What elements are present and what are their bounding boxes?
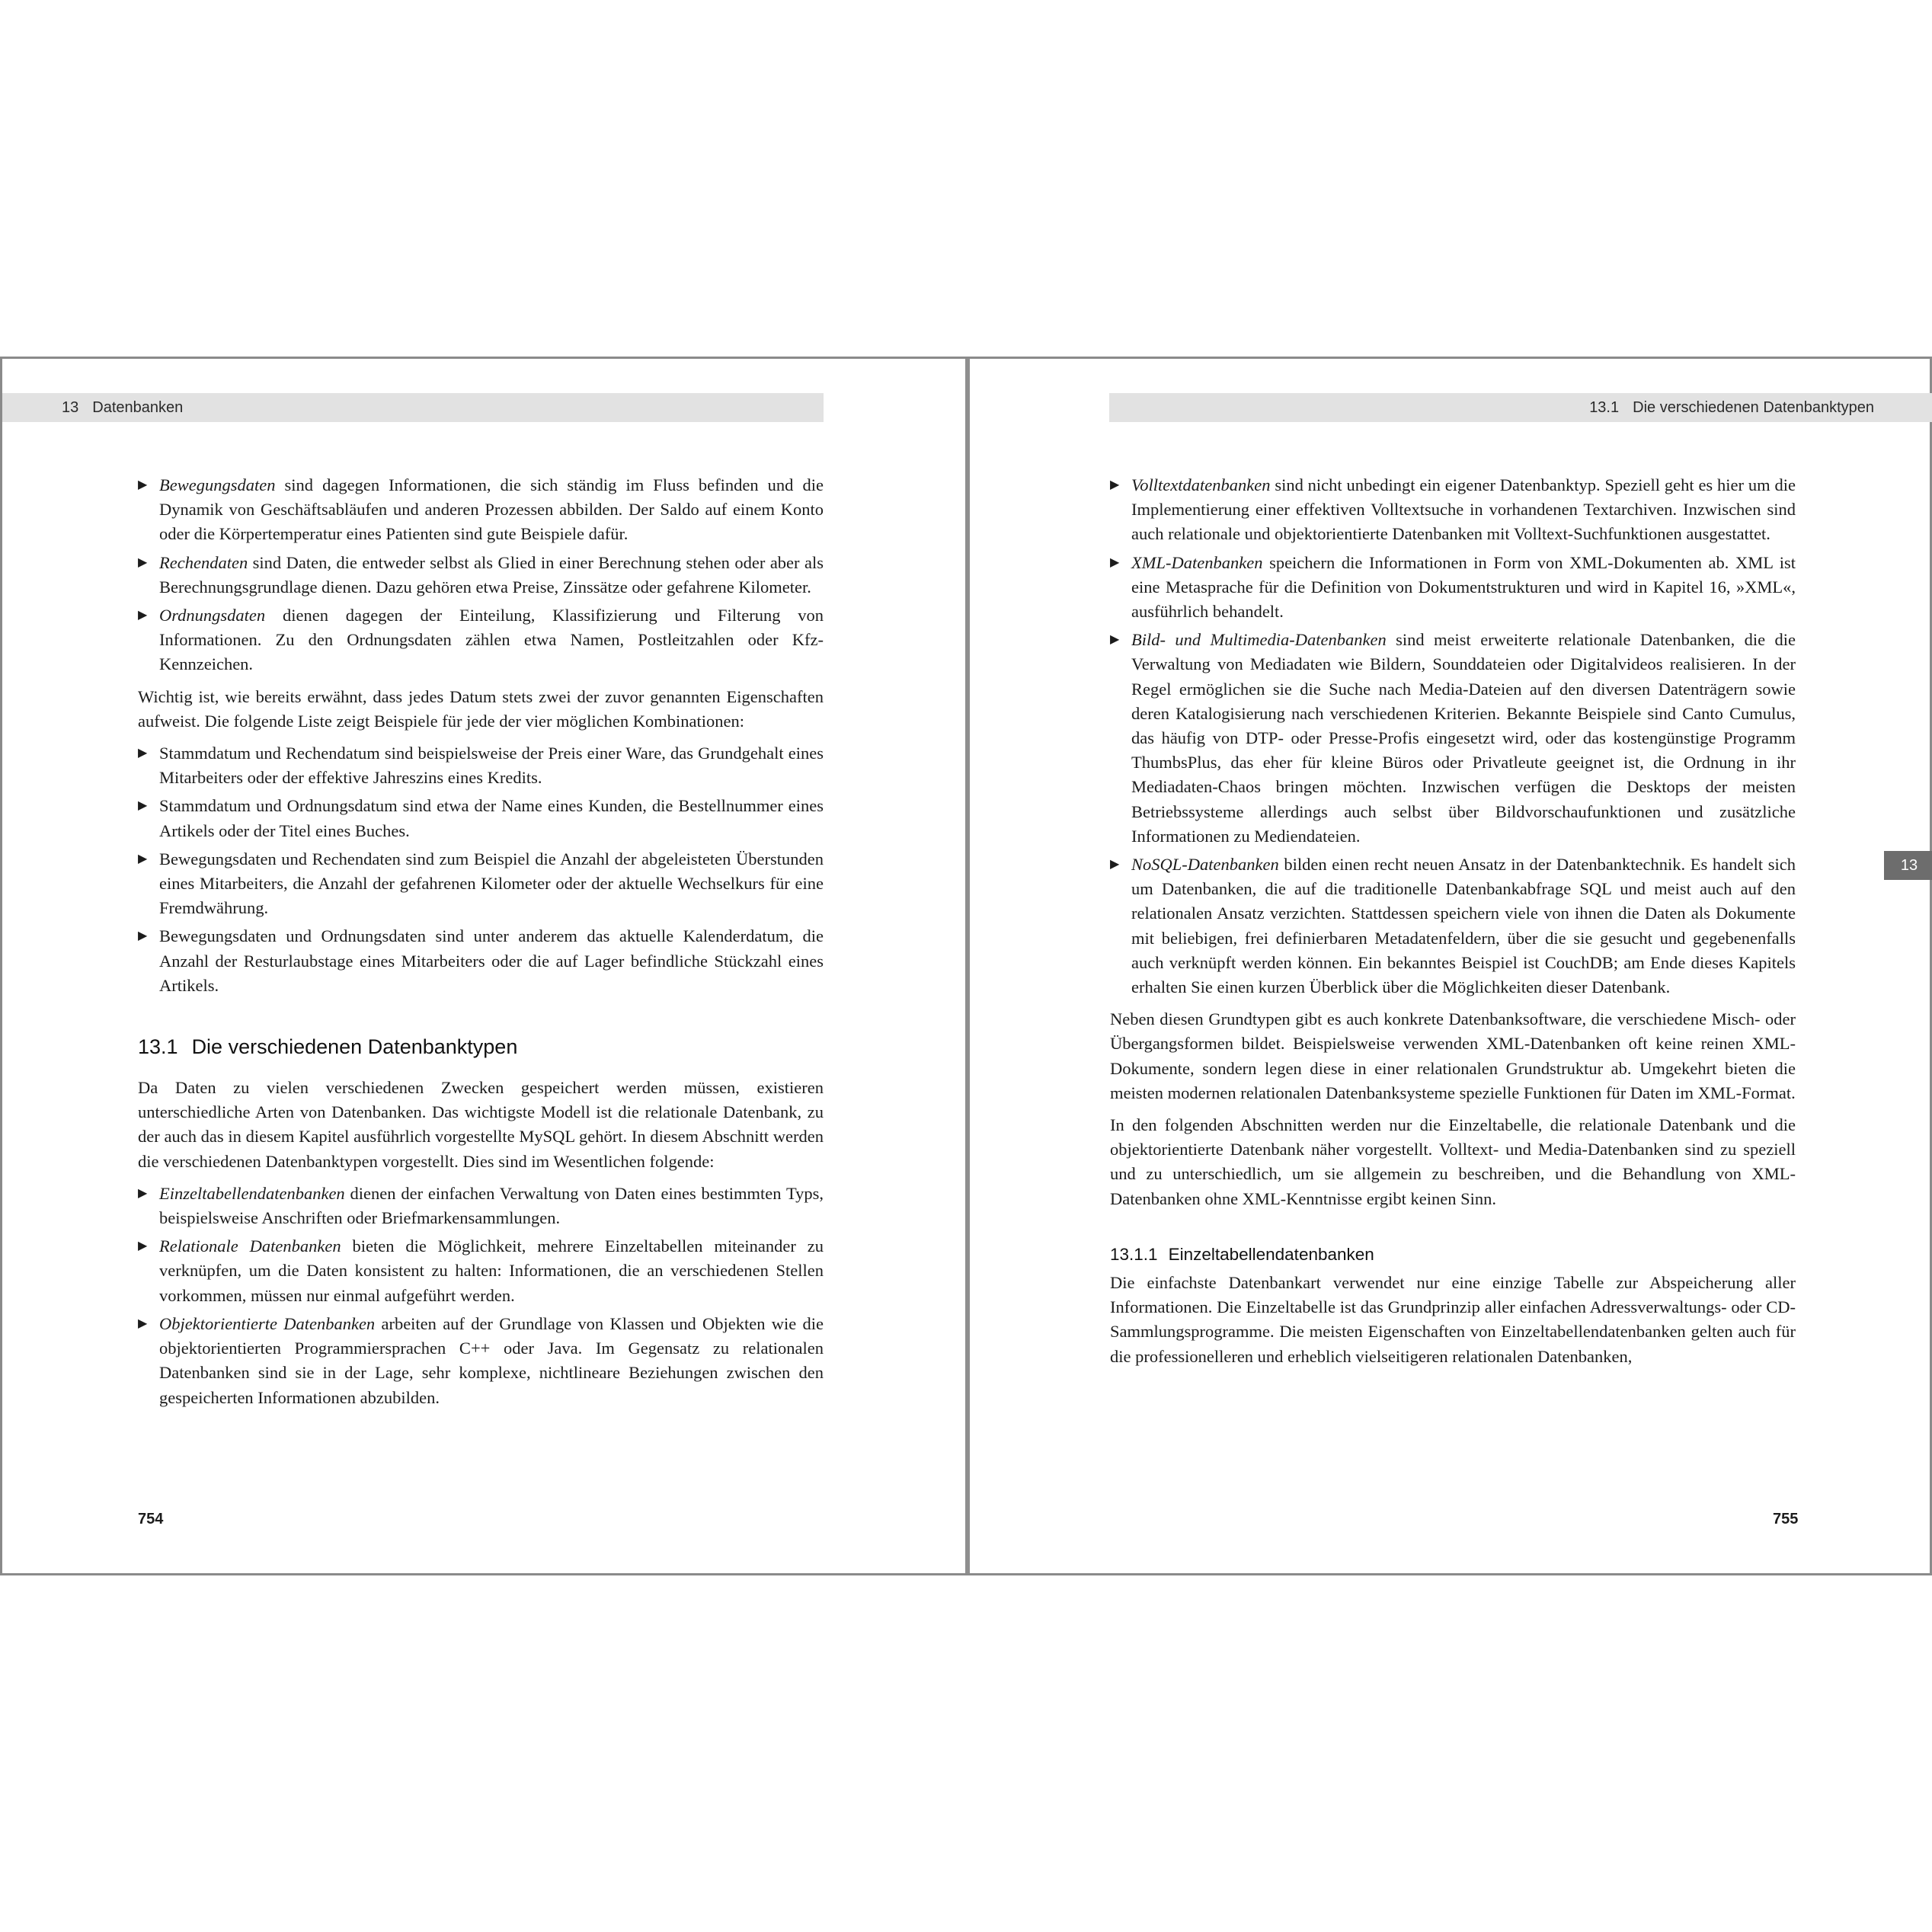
right-page — [970, 359, 1932, 1573]
left-page — [2, 359, 968, 1573]
list-item: ▶ Bewegungsdaten und Rechendaten sind zum Beispiel die Anzahl der abgeleisteten Überstunden eines Mitarbeiters, die Anzahl der gefahrenen Kilometer oder der aktuelle Wechselkurs für eine Fremdwährung. — [138, 847, 824, 921]
bullet-triangle-icon: ▶ — [138, 929, 148, 943]
bullet-triangle-icon: ▶ — [138, 852, 148, 865]
list-item: ▶ Volltextdatenbanken sind nicht unbedingt ein eigener Datenbanktyp. Speziell geht es hier um die Implementierung einer effektiven Volltextsuche in vorhandenen Textarchiven. Inzwischen sind auch relationale und objektorientierte Datenbanken mit Volltext-Suchfunktionen ausgestattet. — [1110, 473, 1796, 547]
left-body — [138, 473, 824, 1418]
running-header — [2, 393, 824, 422]
data-types-list — [138, 473, 824, 677]
bullet-triangle-icon: ▶ — [1110, 858, 1120, 872]
paragraph: Wichtig ist, wie bereits erwähnt, dass jedes Datum stets zwei der zuvor genannten Eigenschaften aufweist. Die folgende Liste zeigt Beispiele für jede der vier möglichen Kombinationen: — [138, 686, 824, 731]
bullet-triangle-icon: ▶ — [1110, 555, 1120, 569]
database-types-list — [138, 1182, 824, 1410]
chapter-number: 13 — [62, 399, 79, 416]
bullet-triangle-icon: ▶ — [138, 1239, 148, 1253]
list-item: ▶ Ordnungsdaten dienen dagegen der Einteilung, Klassifizierung und Filterung von Informationen. Zu den Ordnungsdaten zählen etwa Namen, Postleitzahlen oder Kfz-Kennzeichen. — [138, 603, 824, 677]
bullet-triangle-icon: ▶ — [1110, 478, 1120, 491]
bullet-triangle-icon: ▶ — [138, 1316, 148, 1330]
list-item: ▶ NoSQL-Datenbanken bilden einen recht neuen Ansatz in der Datenbanktechnik. Es handelt sich um Datenbanken, die auf die traditionelle Datenbankabfrage SQL und meist auch auf den relationalen Ansatz verzichten. Stattdessen speichern viele von ihnen die Daten als Dokumente mit beliebigen, frei definierbaren Metadatenfeldern, über die sie gesucht und gegebenenfalls auch verknüpft werden können. Ein bekanntes Beispiel ist CouchDB; am Ende dieses Kapitels erhalten Sie einen kurzen Überblick über die Möglichkeiten dieser Datenbank. — [1110, 852, 1796, 1000]
bullet-triangle-icon: ▶ — [138, 478, 148, 491]
paragraph: In den folgenden Abschnitten werden nur die Einzeltabelle, die relationale Datenbank und die objektorientierte Datenbank näher vorgestellt. Volltext- und Media-Datenbanken sind zu speziell und zu unterschiedlich, um sie allgemein zu beschreiben, und die Behandlung von XML-Datenbanken ohne XML-Kenntnisse ergibt keinen Sinn. — [1110, 1115, 1796, 1208]
book-spread — [0, 357, 1932, 1575]
paragraph: Die einfachste Datenbankart verwendet nur eine einzige Tabelle zur Abspeicherung aller Informationen. Die Einzeltabelle ist das Grundprinzip aller einfachen Adressverwaltungs- oder CD-Sammlungsprogramme. Die meisten Eigenschaften von Einzeltabellendatenbanken gelten auch für die professionelleren und erheblich vielseitigeren relationalen Datenbanken, — [1110, 1272, 1796, 1366]
bullet-triangle-icon: ▶ — [138, 747, 148, 760]
page-number: 755 — [1773, 1511, 1799, 1527]
running-header — [1109, 393, 1932, 422]
page-number: 754 — [138, 1511, 164, 1527]
list-item: ▶ Bewegungsdaten und Ordnungsdaten sind unter anderem das aktuelle Kalenderdatum, die Anzahl der Resturlaubstage eines Mitarbeiters oder die auf Lager befindliche Stückzahl eines Artikels. — [138, 924, 824, 998]
list-item: ▶ Objektorientierte Datenbanken arbeiten auf der Grundlage von Klassen und Objekten wie die objektorientierten Programmiersprachen C++ oder Java. Im Gegensatz zu relationalen Datenbanken sind sie in der Lage, sehr komplexe, nichtlineare Beziehungen zwischen den gespeicherten Informationen abzubilden. — [138, 1312, 824, 1410]
list-item: ▶ Stammdatum und Rechendatum sind beispielsweise der Preis einer Ware, das Grundgehalt eines Mitarbeiters oder der effektive Jahreszins eines Kredits. — [138, 741, 824, 790]
chapter-title: Datenbanken — [92, 399, 184, 416]
right-body — [1110, 473, 1796, 1377]
combinations-list — [138, 741, 824, 998]
subsection-heading: 13.1.1 Einzeltabellendatenbanken — [1110, 1244, 1374, 1264]
paragraph: Da Daten zu vielen verschiedenen Zwecken gespeichert werden müssen, existieren unterschiedliche Arten von Datenbanken. Das wichtigste Modell ist die relationale Datenbank, zu der auch das in diesem Kapitel ausführlich vorgestellte MySQL gehört. In diesem Abschnitt werden die verschiedenen Datenbanktypen vorgestellt. Dies sind im Wesentlichen folgende: — [138, 1078, 824, 1171]
section-heading: 13.1 Die verschiedenen Datenbanktypen — [138, 1035, 518, 1059]
bullet-triangle-icon: ▶ — [1110, 633, 1120, 647]
bullet-triangle-icon: ▶ — [138, 609, 148, 622]
bullet-triangle-icon: ▶ — [138, 555, 148, 569]
section-title: Die verschiedenen Datenbanktypen — [1633, 399, 1874, 416]
list-item: ▶ Einzeltabellendatenbanken dienen der einfachen Verwaltung von Daten eines bestimmten Typs, beispielsweise Anschriften oder Briefmarkensammlungen. — [138, 1182, 824, 1230]
bullet-triangle-icon: ▶ — [138, 799, 148, 813]
list-item: ▶ Relationale Datenbanken bieten die Möglichkeit, mehrere Einzeltabellen miteinander zu verknüpfen, um die Daten konsistent zu halten: Informationen, die an verschiedenen Stellen vorkommen, müssen nur einmal aufgeführt werden. — [138, 1234, 824, 1308]
bullet-triangle-icon: ▶ — [138, 1186, 148, 1200]
list-item: ▶ Rechendaten sind Daten, die entweder selbst als Glied in einer Berechnung stehen oder aber als Berechnungsgrundlage dienen. Dazu gehören etwa Preise, Zinssätze oder gefahrene Kilometer. — [138, 551, 824, 600]
paragraph: Neben diesen Grundtypen gibt es auch konkrete Datenbanksoftware, die verschiedene Misch- oder Übergangsformen bildet. Beispielsweise verwenden XML-Datenbanken oft keine reinen XML-Dokumente, sondern legen diese in einer relationalen Grundstruktur ab. Umgekehrt bieten die meisten modernen relationalen Datenbanksysteme spezielle Funktionen für Daten im XML-Format. — [1110, 1009, 1796, 1102]
chapter-thumb-tab: 13 — [1884, 851, 1932, 880]
database-types-list-continued — [1110, 473, 1796, 1000]
list-item: ▶ Stammdatum und Ordnungsdatum sind etwa der Name eines Kunden, die Bestellnummer eines Artikels oder der Titel eines Buches. — [138, 794, 824, 843]
list-item: ▶ Bewegungsdaten sind dagegen Informationen, die sich ständig im Fluss befinden und die Dynamik von Geschäftsabläufen und anderen Prozessen abbilden. Der Saldo auf einem Konto oder die Körpertemperatur eines Patienten sind gute Beispiele dafür. — [138, 473, 824, 547]
list-item: ▶ Bild- und Multimedia-Datenbanken sind meist erweiterte relationale Datenbanken, die die Verwaltung von Mediadaten wie Bildern, Sounddateien oder Digitalvideos realisieren. In der Regel ermöglichen sie die Suche nach Media-Dateien auf den diversen Datenträgern sowie deren Katalogisierung nach verschiedenen Kriterien. Bekannte Beispiele sind Canto Cumulus, das häufig von DTP- oder Presse-Profis eingesetzt wird, oder das kostengünstige Programm ThumbsPlus, das eher für kleine Büros oder Privatleute geeignet ist, die Ordnung in ihr Mediadaten-Chaos bringen möchten. Inzwischen verfügen die Desktops der meisten Betriebssysteme allerdings auch selbst über Bildvorschaufunktionen und zusätzliche Informationen zu Mediendateien. — [1110, 628, 1796, 849]
section-number: 13.1 — [1589, 399, 1620, 416]
list-item: ▶ XML-Datenbanken speichern die Informationen in Form von XML-Dokumenten ab. XML ist eine Metasprache für die Definition von Dokumentstrukturen und wird in Kapitel 16, »XML«, ausführlich behandelt. — [1110, 551, 1796, 625]
